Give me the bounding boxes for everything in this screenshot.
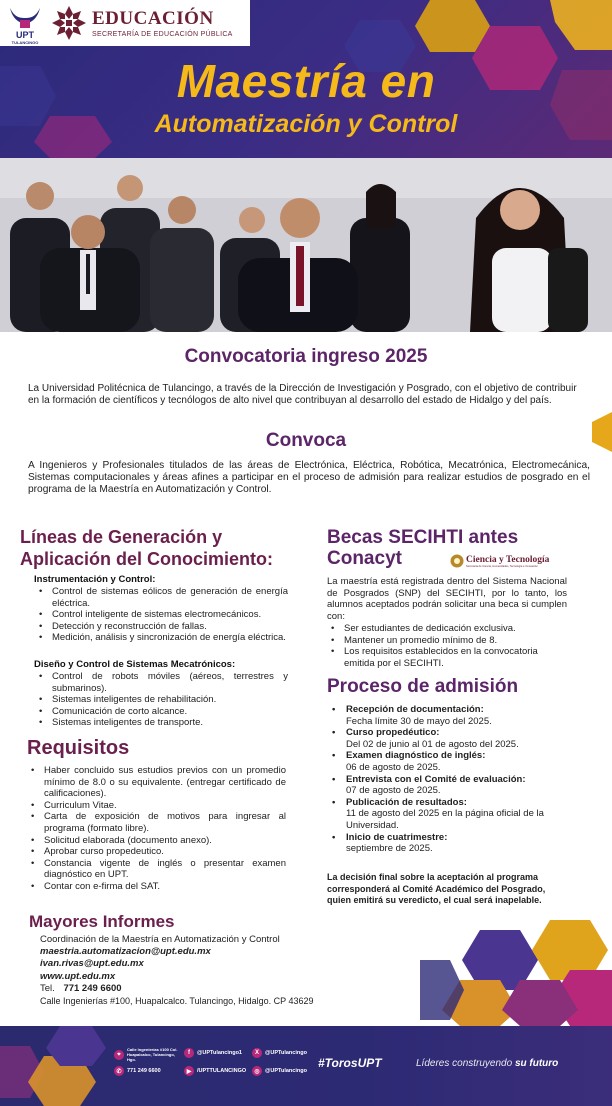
step-title: • Publicación de resultados: xyxy=(346,796,467,808)
list-item: • Contar con e-firma del SAT. xyxy=(28,881,286,893)
sep-emblem-icon xyxy=(52,6,86,40)
lineas-group1-title: Instrumentación y Control: xyxy=(34,574,156,585)
science-emblem-icon xyxy=(450,554,464,568)
step-title: • Inicio de cuatrimestre: xyxy=(346,831,448,843)
badge-subtitle: Secretaría de Ciencia, Humanidades, Tecnología e Innovación xyxy=(466,564,538,568)
youtube-icon: ▶ xyxy=(184,1066,194,1076)
list-item: • Constancia vigente de inglés o presentar examen diagnóstico en UPT. xyxy=(28,858,286,881)
footer-phone[interactable]: ✆ 771 249 6600 xyxy=(114,1066,161,1076)
convoca-heading: Convoca xyxy=(265,430,347,451)
list-item: • Control de sistemas eólicos de generación de energía eléctrica. xyxy=(36,586,288,609)
list-item: • Sistemas inteligentes de rehabilitación. xyxy=(36,694,288,706)
step-title: • Entrevista con el Comité de evaluación: xyxy=(346,773,526,785)
becas-list xyxy=(328,623,568,669)
ciencia-tecnologia-badge xyxy=(450,554,562,568)
step-item xyxy=(328,832,574,855)
proceso-note: La decisión final sobre la aceptación al programa corresponderá al Comité Académico del Posgrado, quien emitirá su veredicto, el cual será inapelable. xyxy=(327,872,546,906)
step-detail: 07 de agosto de 2025. xyxy=(346,785,441,797)
step-title: • Examen diagnóstico de inglés: xyxy=(346,750,486,762)
becas-heading-line1: Becas SECIHTI antes xyxy=(327,527,519,548)
badge-title: Ciencia y Tecnología xyxy=(466,554,550,565)
phone-line xyxy=(40,983,314,995)
x-icon: X xyxy=(252,1048,262,1058)
footer-facebook[interactable]: f @UPTulancingo1 xyxy=(184,1048,242,1058)
instagram-icon: ◎ xyxy=(252,1066,262,1076)
list-item: • Haber concluido sus estudios previos con un promedio mínimo de 8.0 o su equivalente. (entregar certificado de calificaciones). xyxy=(28,765,286,800)
footer-x[interactable]: X @UPTulancingo xyxy=(252,1048,307,1058)
step-detail: Del 02 de junio al 01 de agosto del 2025. xyxy=(346,738,519,750)
footer-address: ⌖ Calle Ingenierías #100 Col. Huapalcalco, Tulancingo, Hgo. xyxy=(114,1048,182,1062)
list-item: • Control de robots móviles (aéreos, terrestres y submarinos). xyxy=(36,671,288,694)
list-item: • Sistemas inteligentes de transporte. xyxy=(36,717,288,729)
facebook-icon: f xyxy=(184,1048,194,1058)
list-item: • Ser estudiantes de dedicación exclusiva. xyxy=(328,623,568,635)
requisitos-list xyxy=(28,765,286,893)
step-detail: 06 de agosto de 2025. xyxy=(346,761,441,773)
lineas-group2-title: Diseño y Control de Sistemas Mecatrónicos: xyxy=(34,659,236,670)
step-detail: Fecha límite 30 de mayo del 2025. xyxy=(346,715,492,727)
phone-number[interactable]: 771 249 6600 xyxy=(63,982,122,994)
email-link-1[interactable]: maestria.automatizacion@upt.edu.mx xyxy=(40,946,211,958)
list-item: • Mantener un promedio mínimo de 8. xyxy=(328,635,568,647)
slogan: Líderes construyendo su futuro xyxy=(416,1058,559,1069)
list-item: • Comunicación de corto alcance. xyxy=(36,706,288,718)
website-link[interactable]: www.upt.edu.mx xyxy=(40,970,116,982)
location-pin-icon: ⌖ xyxy=(114,1050,124,1060)
upt-logo: UPT TULANCINGO xyxy=(6,4,44,44)
students-illustration xyxy=(0,158,612,332)
requisitos-heading: Requisitos xyxy=(27,737,130,759)
list-item: • Los requisitos establecidos en la convocatoria emitida por el SECIHTI. xyxy=(328,646,568,669)
program-title-line1: Maestría en xyxy=(176,55,436,107)
coordinacion-text: Coordinación de la Maestría en Automatización y Control xyxy=(40,934,280,945)
convocatoria-heading: Convocatoria ingreso 2025 xyxy=(184,346,428,367)
address-text: Calle Ingenierías #100, Huapalcalco. Tulancingo, Hidalgo. CP 43629 xyxy=(40,996,314,1007)
step-item xyxy=(328,797,574,832)
list-item: • Control inteligente de sistemas electromecánicos. xyxy=(36,609,288,621)
list-item: • Aprobar curso propedeutico. xyxy=(28,846,286,858)
list-item: • Medición, análisis y sincronización de energía eléctrica. xyxy=(36,632,288,644)
bull-icon xyxy=(6,4,44,30)
sep-title: EDUCACIÓN xyxy=(92,8,214,29)
list-item: • Carta de exposición de motivos para ingresar al programa (formato libre). xyxy=(28,811,286,834)
proceso-steps xyxy=(328,704,574,855)
email-link-2[interactable]: ivan.rivas@upt.edu.mx xyxy=(40,958,144,970)
list-item: • Curriculum Vitae. xyxy=(28,800,286,812)
footer-youtube[interactable]: ▶ /UPTTULANCINGO xyxy=(184,1066,246,1076)
logo-bar xyxy=(0,0,250,46)
becas-text: La maestría está registrada dentro del Sistema Nacional de Posgrados (SNP) del SECIHTI, por lo tanto, los alumnos aceptados podrán solicitar una beca si cumplen con: xyxy=(327,576,567,622)
program-title-line2: Automatización y Control xyxy=(154,110,458,138)
becas-heading-line2: Conacyt xyxy=(327,548,402,569)
convocatoria-intro: La Universidad Politécnica de Tulancingo, a través de la Dirección de Investigación y Posgrado, con el objetivo de contribuir en la formación de científicos y tecnólogos de alto nivel que contribuyan al desarrollo del estado de Hidalgo y del país. xyxy=(28,383,577,406)
step-item xyxy=(328,750,574,773)
list-item: • Solicitud elaborada (documento anexo). xyxy=(28,835,286,847)
contact-block xyxy=(40,934,314,1007)
sep-subtitle: SECRETARÍA DE EDUCACIÓN PÚBLICA xyxy=(92,31,233,38)
informes-heading: Mayores Informes xyxy=(29,912,175,931)
footer-hexagons xyxy=(0,1026,110,1106)
lineas-group2-list xyxy=(36,671,288,729)
phone-icon: ✆ xyxy=(114,1066,124,1076)
footer-instagram[interactable]: ◎ @UPTulancingo xyxy=(252,1066,307,1076)
proceso-heading: Proceso de admisión xyxy=(327,676,519,697)
list-item: • Detección y reconstrucción de fallas. xyxy=(36,621,288,633)
header-banner xyxy=(0,0,612,158)
convoca-text: A Ingenieros y Profesionales titulados de las áreas de Electrónica, Eléctrica, Robótica, Mecatrónica, Electromecánica, Sistemas computacionales y áreas afines a participar en el proceso de admisión para realizar estudios de posgrado en el programa de la Maestría en Automatización y Control. xyxy=(28,460,590,495)
phone-label: Tel. xyxy=(40,982,55,994)
hashtag: #TorosUPT xyxy=(318,1056,382,1070)
step-title: • Curso propedéutico: xyxy=(346,727,440,739)
step-item xyxy=(328,704,574,727)
step-title: • Recepción de documentación: xyxy=(346,704,484,715)
lineas-heading-line2: Aplicación del Conocimiento: xyxy=(20,549,274,569)
lineas-group1-list xyxy=(36,586,288,644)
hexagon-cluster-decoration xyxy=(420,920,612,1026)
step-detail: septiembre de 2025. xyxy=(346,843,433,855)
step-detail: 11 de agosto del 2025 en la página oficial de la Universidad. xyxy=(346,808,544,831)
step-item xyxy=(328,774,574,797)
students-group-photo xyxy=(0,158,612,332)
step-item xyxy=(328,727,574,750)
lineas-heading-line1: Líneas de Generación y xyxy=(20,527,223,547)
